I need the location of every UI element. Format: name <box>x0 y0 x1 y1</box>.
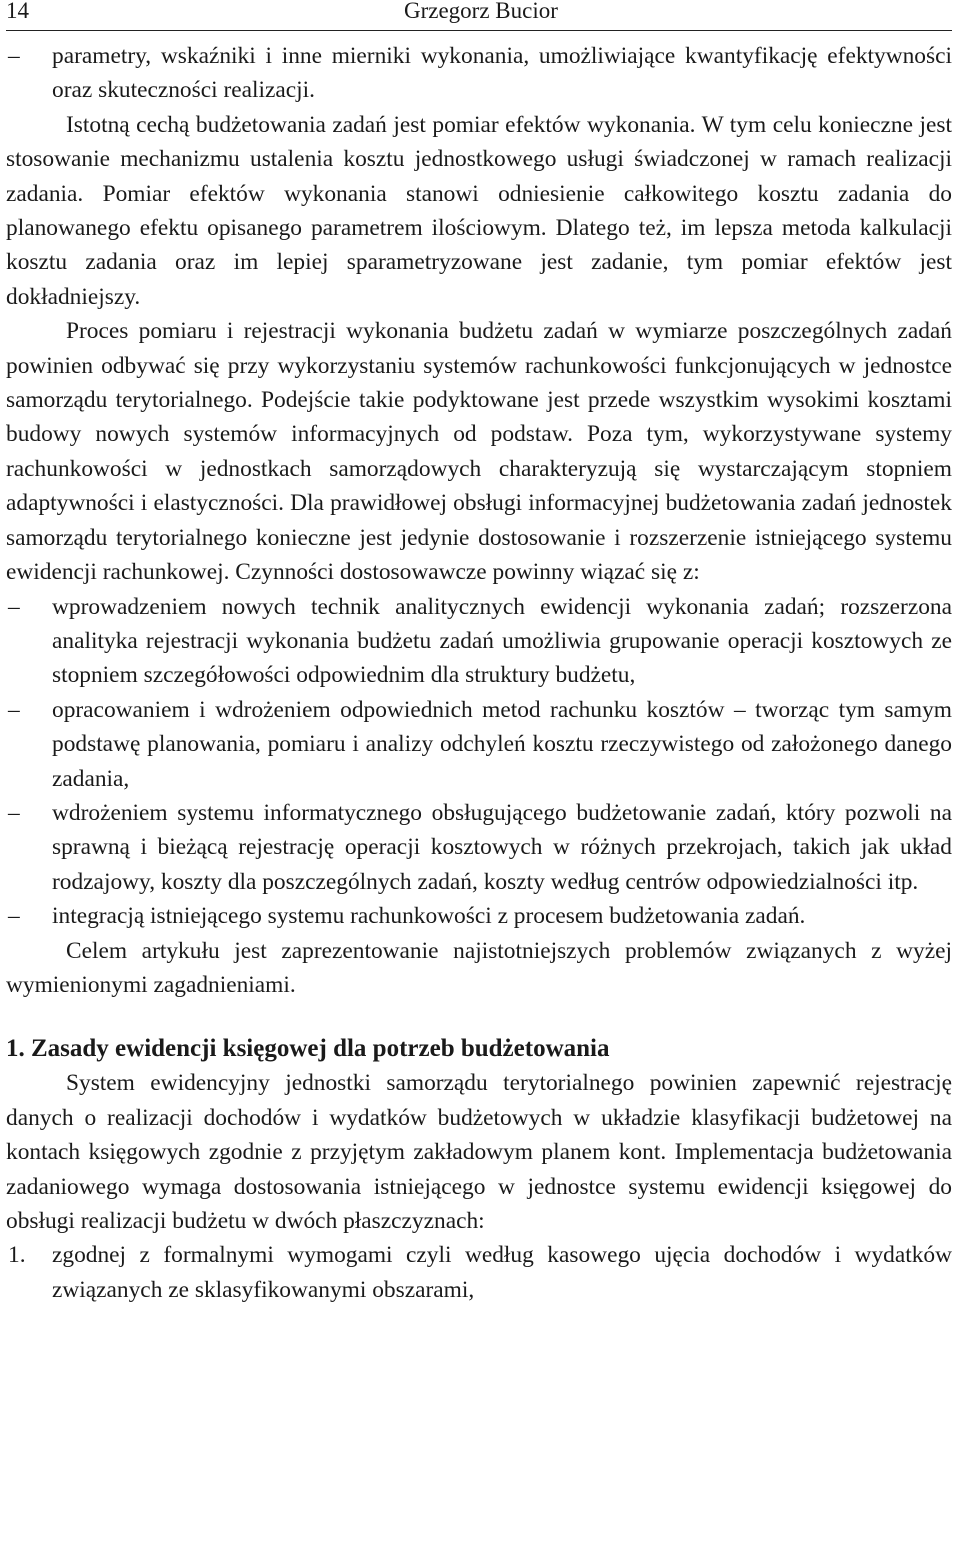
section-heading: 1. Zasady ewidencji księgowej dla potrzeb budżetowania <box>6 1035 610 1063</box>
adjustments-dash-list <box>6 590 952 934</box>
list-item-text: wprowadzeniem nowych technik analitycznych ewidencji wykonania zadań; rozszerzona analityka rejestracji wykonania budżetu zadań umożliwia grupowanie operacji kosztowych ze stopniem szczegółowości odpowiednim dla struktury budżetu, <box>52 593 952 689</box>
running-head-author: Grzegorz Bucior <box>404 0 558 23</box>
dash-marker: – <box>8 903 20 930</box>
list-item-text: integracją istniejącego systemu rachunkowości z procesem budżetowania zadań. <box>52 903 806 930</box>
dash-marker: – <box>8 43 20 69</box>
list-item-text: zgodnej z formalnymi wymogami czyli według kasowego ujęcia dochodów i wydatków związanych ze sklasyfikowanymi obszarami, <box>52 1242 952 1303</box>
paragraph: Celem artykułu jest zaprezentowanie najistotniejszych problemów związanych z wyżej wymienionymi zagadnieniami. <box>6 937 952 998</box>
paragraph: Proces pomiaru i rejestracji wykonania budżetu zadań w wymiarze poszczególnych zadań powinien odbywać się przy wykorzystaniu systemów rachunkowości funkcjonujących w jednostce samorządu terytorialnego. Podejście takie podyktowane jest przede wszystkim wysokimi kosztami budowy nowych systemów informacyjnych od podstaw. Poza tym, wykorzystywane systemy rachunkowości w jednostkach samorządowych charakteryzują się wystarczającym stopniem adaptywności i elastyczności. Dla prawidłowej obsługi informacyjnej budżetowania zadań jednostek samorządu terytorialnego konieczne jest jedynie dostosowanie i rozszerzenie istniejącego systemu ewidencji rachunkowej. Czynności dostosowawcze powinny wiązać się z: <box>6 318 952 586</box>
dash-marker: – <box>8 799 20 826</box>
list-item <box>6 590 952 693</box>
paragraph: Istotną cechą budżetowania zadań jest pomiar efektów wykonania. W tym celu konieczne jest stosowanie mechanizmu ustalenia kosztu jednostkowego usługi świadczonej w ramach realizacji zadania. Pomiar efektów wykonania stanowi odniesienie całkowitego kosztu zadania do planowanego efektu opisanego parametrem ilościowym. Dlatego też, im lepsza metoda kalkulacji kosztu zadania oraz im lepiej sparametryzowane jest zadanie, tym pomiar efektów jest dokładniejszy. <box>6 111 952 310</box>
list-item <box>6 899 952 933</box>
list-item <box>6 796 952 899</box>
list-number: 1. <box>8 1242 26 1269</box>
list-item <box>6 1238 952 1307</box>
dash-marker: – <box>8 696 20 723</box>
page-number: 14 <box>6 0 29 23</box>
list-item <box>6 693 952 796</box>
list-item-text: opracowaniem i wdrożeniem odpowiednich metod rachunku kosztów – tworząc tym samym podstawę planowania, pomiaru i analizy odchyleń kosztu rzeczywistego od założonego danego zadania, <box>52 696 952 792</box>
list-item-text: parametry, wskaźniki i inne mierniki wykonania, umożliwiające kwantyfikację efektywności oraz skuteczności realizacji. <box>52 43 952 104</box>
list-item-text: wdrożeniem systemu informatycznego obsługującego budżetowanie zadań, który pozwoli na sprawną i bieżącą rejestrację operacji kosztowych w różnych przekrojach, takich jak układ rodzajowy, koszty dla poszczególnych zadań, koszty według centrów odpowiedzialności itp. <box>52 799 952 895</box>
numbered-list <box>6 1238 952 1307</box>
paragraph: System ewidencyjny jednostki samorządu terytorialnego powinien zapewnić rejestrację danych o realizacji dochodów i wydatków budżetowych w układzie klasyfikacji budżetowej na kontach księgowych zgodnie z przyjętym zakładowym planem kont. Implementacja budżetowania zadaniowego wymaga dostosowania istniejącego w jednostce systemu ewidencji księgowej do obsługi realizacji budżetu w dwóch płaszczyznach: <box>6 1070 952 1234</box>
top-dash-list <box>6 39 952 108</box>
running-header <box>6 0 952 31</box>
dash-marker: – <box>8 593 20 620</box>
list-item <box>6 39 952 108</box>
